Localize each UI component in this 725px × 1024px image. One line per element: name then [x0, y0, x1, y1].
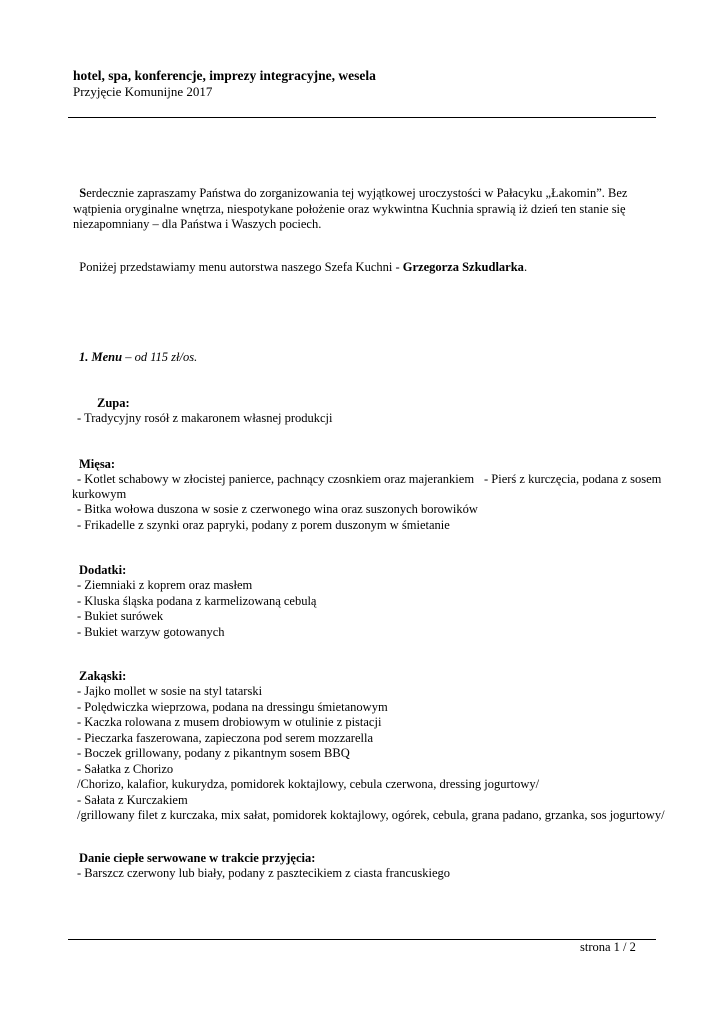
list-dodatki — [77, 578, 316, 640]
list-miesa — [77, 502, 478, 533]
list-item-continuation: kurkowym — [72, 487, 127, 501]
list-item: - Barszcz czerwony lub biały, podany z pasztecikiem z ciasta francuskiego — [77, 866, 450, 880]
intro-line-2: wątpienia oryginalne wnętrza, niespotykane położenie oraz wykwintna Kuchnia sprawią iż dzień ten stanie się — [73, 201, 626, 216]
list-item: - Sałatka z Chorizo — [77, 761, 174, 776]
list-zupa — [77, 411, 333, 427]
list-item: - Pieczarka faszerowana, zapieczona pod serem mozzarella — [77, 730, 374, 745]
chef-name: Grzegorza Szkudlarka — [402, 260, 524, 274]
section-heading-cieple: Danie ciepłe serwowane w trakcie przyjęcia: — [79, 851, 316, 865]
header-divider — [68, 117, 656, 118]
document-header-subtitle: Przyjęcie Komunijne 2017 — [73, 84, 213, 99]
chef-line — [73, 260, 527, 276]
list-item: - Bukiet surówek — [77, 609, 164, 623]
chef-line-text: Poniżej przedstawiamy menu autorstwa naszego Szefa Kuchni - — [79, 260, 403, 274]
document-header-title: hotel, spa, konferencje, imprezy integracyjne, wesela — [73, 68, 376, 83]
list-item: - Boczek grillowany, podany z pikantnym sosem BBQ — [77, 746, 350, 760]
list-item: - Jajko mollet w sosie na styl tatarski — [77, 684, 263, 698]
list-item: /Chorizo, kalafior, kukurydza, pomidorek koktajlowy, cebula czerwona, dressing jogurtowy/ — [77, 777, 540, 791]
menu-price: – od 115 zł/os. — [122, 350, 198, 364]
chef-line-end: . — [523, 260, 528, 274]
intro-line-3: niezapomniany – dla Państwa i Waszych pociech. — [73, 217, 322, 231]
list-item: - Bukiet warzyw gotowanych — [77, 624, 225, 639]
list-cieple — [77, 866, 450, 882]
list-zakaski — [77, 684, 665, 824]
list-item: - Kluska śląska podana z karmelizowaną cebulą — [77, 593, 317, 608]
section-heading-miesa: Mięsa: — [79, 457, 116, 471]
list-item: - Ziemniaki z koprem oraz masłem — [77, 578, 253, 592]
section-heading-zakaski: Zakąski: — [79, 669, 127, 683]
footer-divider — [68, 939, 656, 940]
list-item: - Bitka wołowa duszona w sosie z czerwonego wina oraz suszonych borowików — [77, 502, 478, 516]
intro-paragraph — [73, 186, 653, 233]
menu-number-title: 1. Menu — [79, 350, 123, 364]
menu-title — [79, 350, 197, 366]
list-item: - Kaczka rolowana z musem drobiowym w otulinie z pistacji — [77, 715, 382, 729]
list-item: - Polędwiczka wieprzowa, podana na dressingu śmietanowym — [77, 699, 388, 714]
list-item: - Tradycyjny rosół z makaronem własnej produkcji — [77, 411, 333, 425]
section-heading-dodatki: Dodatki: — [79, 563, 127, 577]
section-heading-zupa: Zupa: — [97, 396, 130, 410]
list-item: - Kotlet schabowy w złocistej panierce, pachnący czosnkiem oraz majerankiem — [77, 472, 475, 486]
list-item: - Frikadelle z szynki oraz papryki, podany z porem duszonym w śmietanie — [77, 517, 450, 532]
list-item: - Sałata z Kurczakiem — [77, 792, 188, 807]
intro-first-letter: S — [79, 186, 87, 200]
page-number: strona 1 / 2 — [580, 940, 636, 954]
list-item: - Pierś z kurczęcia, podana z sosem — [484, 472, 662, 486]
intro-line-1: erdecznie zapraszamy Państwa do zorganizowania tej wyjątkowej uroczystości w Pałacyku „Łakomin”. Bez — [86, 186, 628, 200]
list-item: /grillowany filet z kurczaka, mix sałat, pomidorek koktajlowy, ogórek, cebula, grana padano, grzanka, sos jogurtowy/ — [77, 808, 665, 822]
